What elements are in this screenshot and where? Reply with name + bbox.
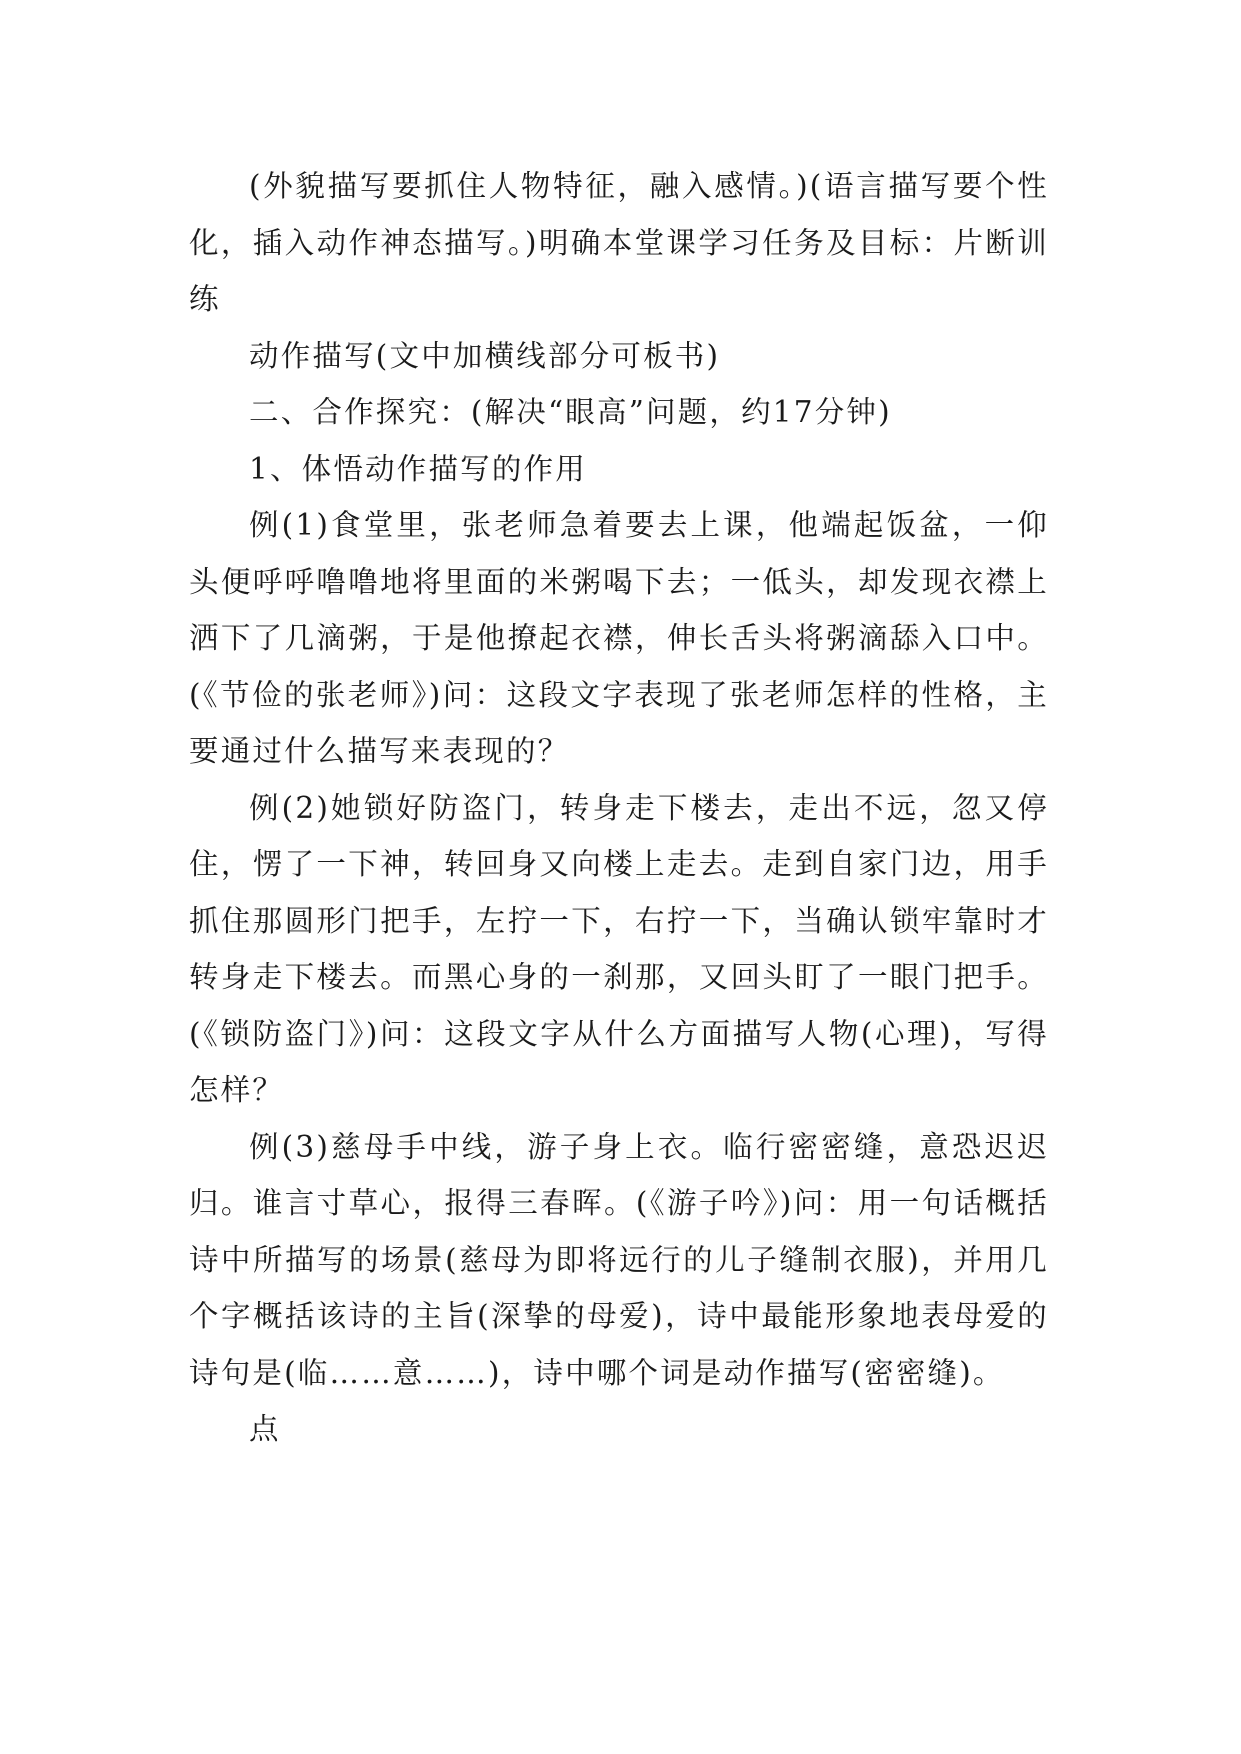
- paragraph-section-heading: 二、合作探究：(解决“眼高”问题，约17分钟): [249, 395, 892, 429]
- paragraph-subheading: 1、体悟动作描写的作用: [249, 451, 587, 486]
- paragraph-example-1: 例(1)食堂里，张老师急着要去上课，他端起饭盆，一仰头便呼呼噜噜地将里面的米粥喝下去；一低头，却发现衣襟上洒下了几滴粥，于是他撩起衣襟，伸长舌头将粥滴舔入口中。(《节俭的张老师》)问：这段文字表现了张老师怎样的性格，主要通过什么描写来表现的？: [189, 508, 1049, 768]
- paragraph-final: 点: [249, 1412, 281, 1446]
- paragraph-intro: (外貌描写要抓住人物特征，融入感情。)(语言描写要个性化，插入动作神态描写。)明确本堂课学习任务及目标：片断训练: [189, 169, 1049, 316]
- paragraph-example-3: 例(3)慈母手中线，游子身上衣。临行密密缝，意恐迟迟归。谁言寸草心，报得三春晖。(《游子吟》)问：用一句话概括诗中所描写的场景(慈母为即将远行的儿子缝制衣服)，并用几个字概括该诗的主旨(深挚的母爱)，诗中最能形象地表母爱的诗句是(临……意……)，诗中哪个词是动作描写(密密缝)。: [189, 1129, 1049, 1390]
- document-page: [189, 158, 1049, 1458]
- paragraph-action-description: 动作描写(文中加横线部分可板书): [249, 338, 721, 373]
- paragraph-example-2: 例(2)她锁好防盗门，转身走下楼去，走出不远，忽又停住，愣了一下神，转回身又向楼上走去。走到自家门边，用手抓住那圆形门把手，左拧一下，右拧一下，当确认锁牢靠时才转身走下楼去。而黑心身的一刹那，又回头盯了一眼门把手。(《锁防盗门》)问：这段文字从什么方面描写人物(心理)，写得怎样？: [189, 790, 1049, 1107]
